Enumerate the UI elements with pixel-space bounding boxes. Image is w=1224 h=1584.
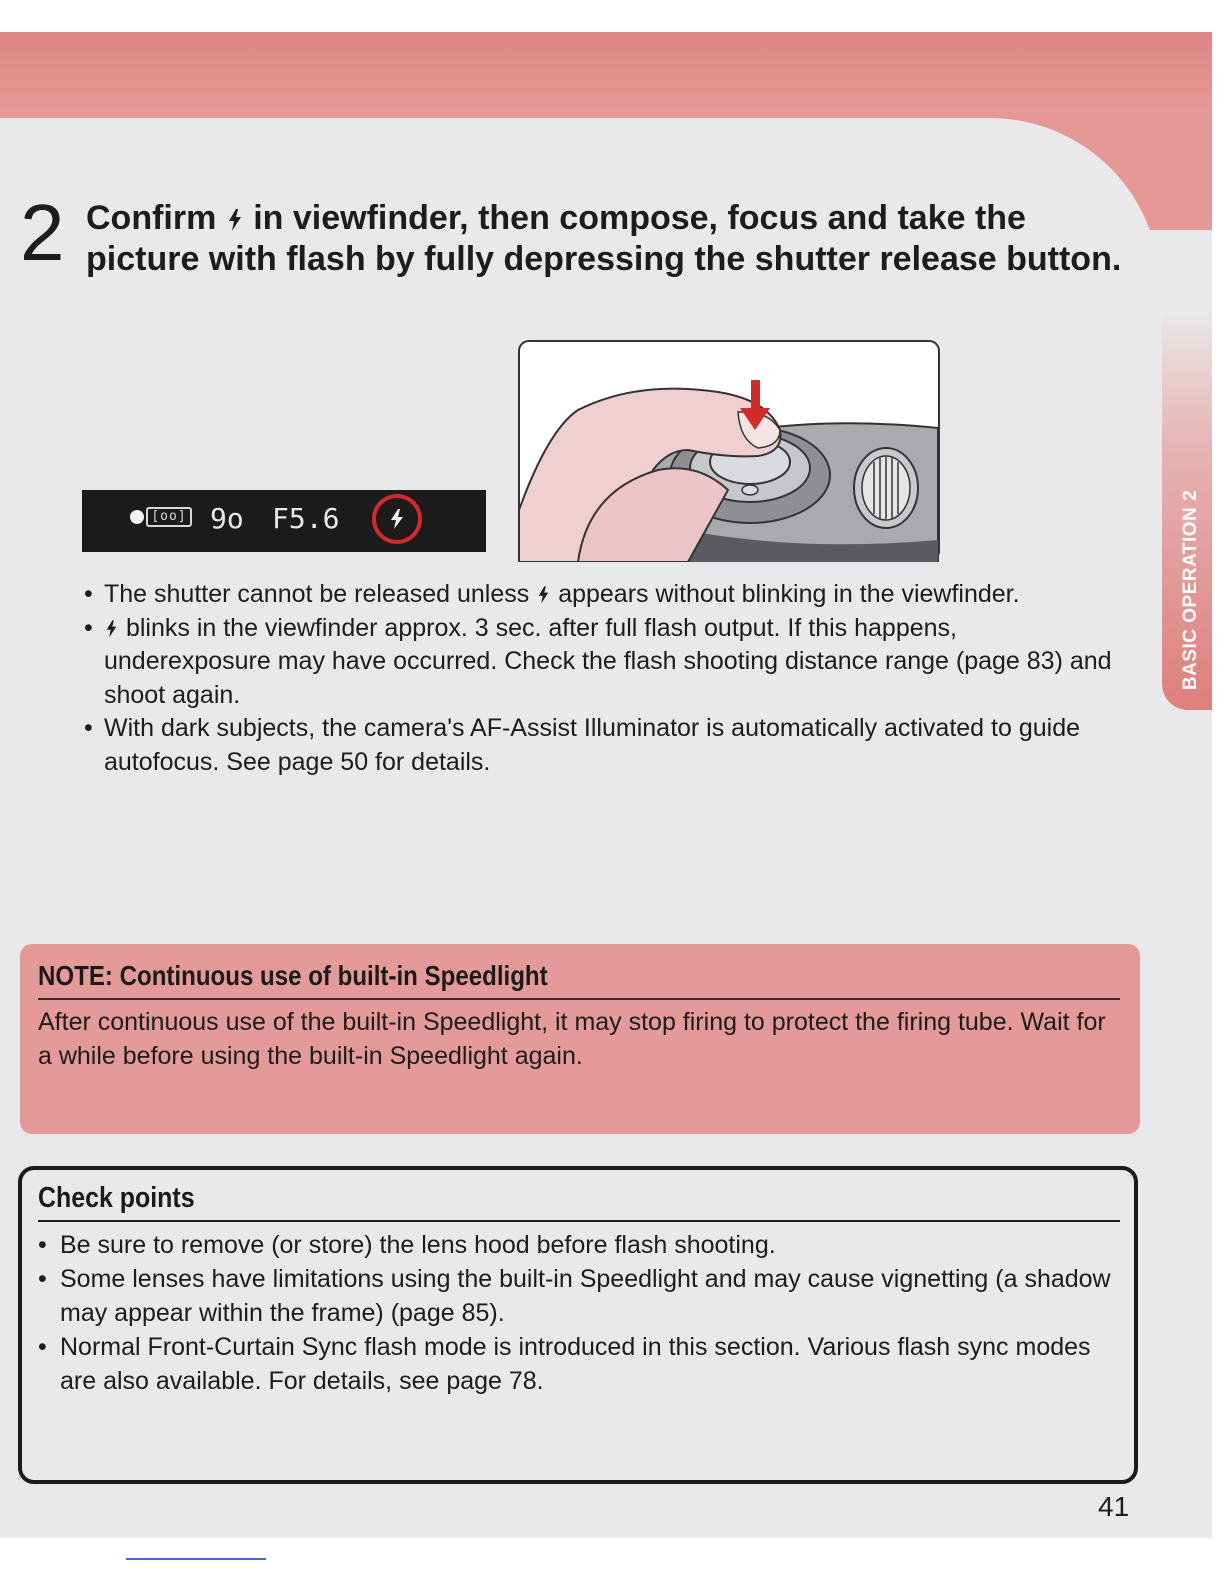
step-text-end: in viewfinder, then compose, focus and take the picture with flash by fully depressing the shutter release button. xyxy=(86,199,1122,278)
aperture-readout: F5.6 xyxy=(272,502,340,535)
note-divider xyxy=(38,998,1120,1000)
check-point-text: Some lenses have limitations using the built-in Speedlight and may cause vignetting (a shadow may appear within the frame) (page 85). xyxy=(60,1265,1111,1327)
list-item: • Be sure to remove (or store) the lens hood before flash shooting. xyxy=(38,1231,776,1259)
check-points-divider xyxy=(38,1220,1120,1222)
list-item: • With dark subjects, the camera's AF-Assist Illuminator is automatically activated to guide autofocus. See page 50 for details. xyxy=(84,714,1081,776)
check-points-title: Check points xyxy=(38,1182,195,1214)
focus-indicator-icon xyxy=(130,510,144,524)
flash-ready-icon xyxy=(376,498,418,540)
note-title: NOTE: Continuous use of built-in Speedlight xyxy=(38,960,548,991)
metering-display: [oo] xyxy=(146,507,192,527)
bullet-text: With dark subjects, the camera's AF-Assist Illuminator is automatically activated to guide autofocus. See page 50 for details. xyxy=(104,714,1081,776)
flash-ready-indicator xyxy=(372,494,422,544)
check-point-text: Be sure to remove (or store) the lens hood before flash shooting. xyxy=(60,1231,776,1259)
step-instruction xyxy=(86,198,1126,280)
list-item: • Some lenses have limitations using the built-in Speedlight and may cause vignetting (a shadow may appear within the frame) (page 85). xyxy=(38,1265,1111,1327)
flash-icon xyxy=(106,620,117,638)
section-tab-label: BASIC OPERATION 2 xyxy=(1180,489,1201,691)
list-item: • blinks in the viewfinder approx. 3 sec. after full flash output. If this happens, underexposure may have occurred. Check the flash shooting distance range (page 83) and shoot again. xyxy=(84,613,1112,709)
bottom-rule xyxy=(126,1558,266,1560)
check-points-list xyxy=(38,1228,1128,1398)
list-item: • Normal Front-Curtain Sync flash mode is introduced in this section. Various flash sync modes are also available. For details, see page 78. xyxy=(38,1333,1091,1395)
viewfinder-display xyxy=(82,490,486,552)
bullet-text-end: blinks in the viewfinder approx. 3 sec. after full flash output. If this happens, underexposure may have occurred. Check the flash shooting distance range (page 83) and shoot again. xyxy=(104,613,1112,709)
flash-icon xyxy=(538,586,549,604)
check-point-text: Normal Front-Curtain Sync flash mode is introduced in this section. Various flash sync modes are also available. For details, see page 78. xyxy=(60,1333,1091,1395)
header-band xyxy=(0,32,1212,122)
step-text-start: Confirm xyxy=(86,199,217,237)
bullet-text-start: The shutter cannot be released unless xyxy=(104,580,530,608)
list-item: • The shutter cannot be released unless appears without blinking in the viewfinder. xyxy=(84,580,1020,608)
shutter-release-illustration xyxy=(518,340,940,562)
flash-icon xyxy=(228,209,242,231)
shutter-speed-readout: 9o xyxy=(210,502,244,535)
step-number: 2 xyxy=(20,188,65,277)
bullet-text-end: appears without blinking in the viewfinder. xyxy=(558,580,1020,608)
page-number: 41 xyxy=(1098,1491,1130,1522)
step-notes-list xyxy=(84,578,1124,779)
note-text: After continuous use of the built-in Speedlight, it may stop firing to protect the firing tube. Wait for a while before using the built-in Speedlight again. xyxy=(38,1008,1106,1070)
